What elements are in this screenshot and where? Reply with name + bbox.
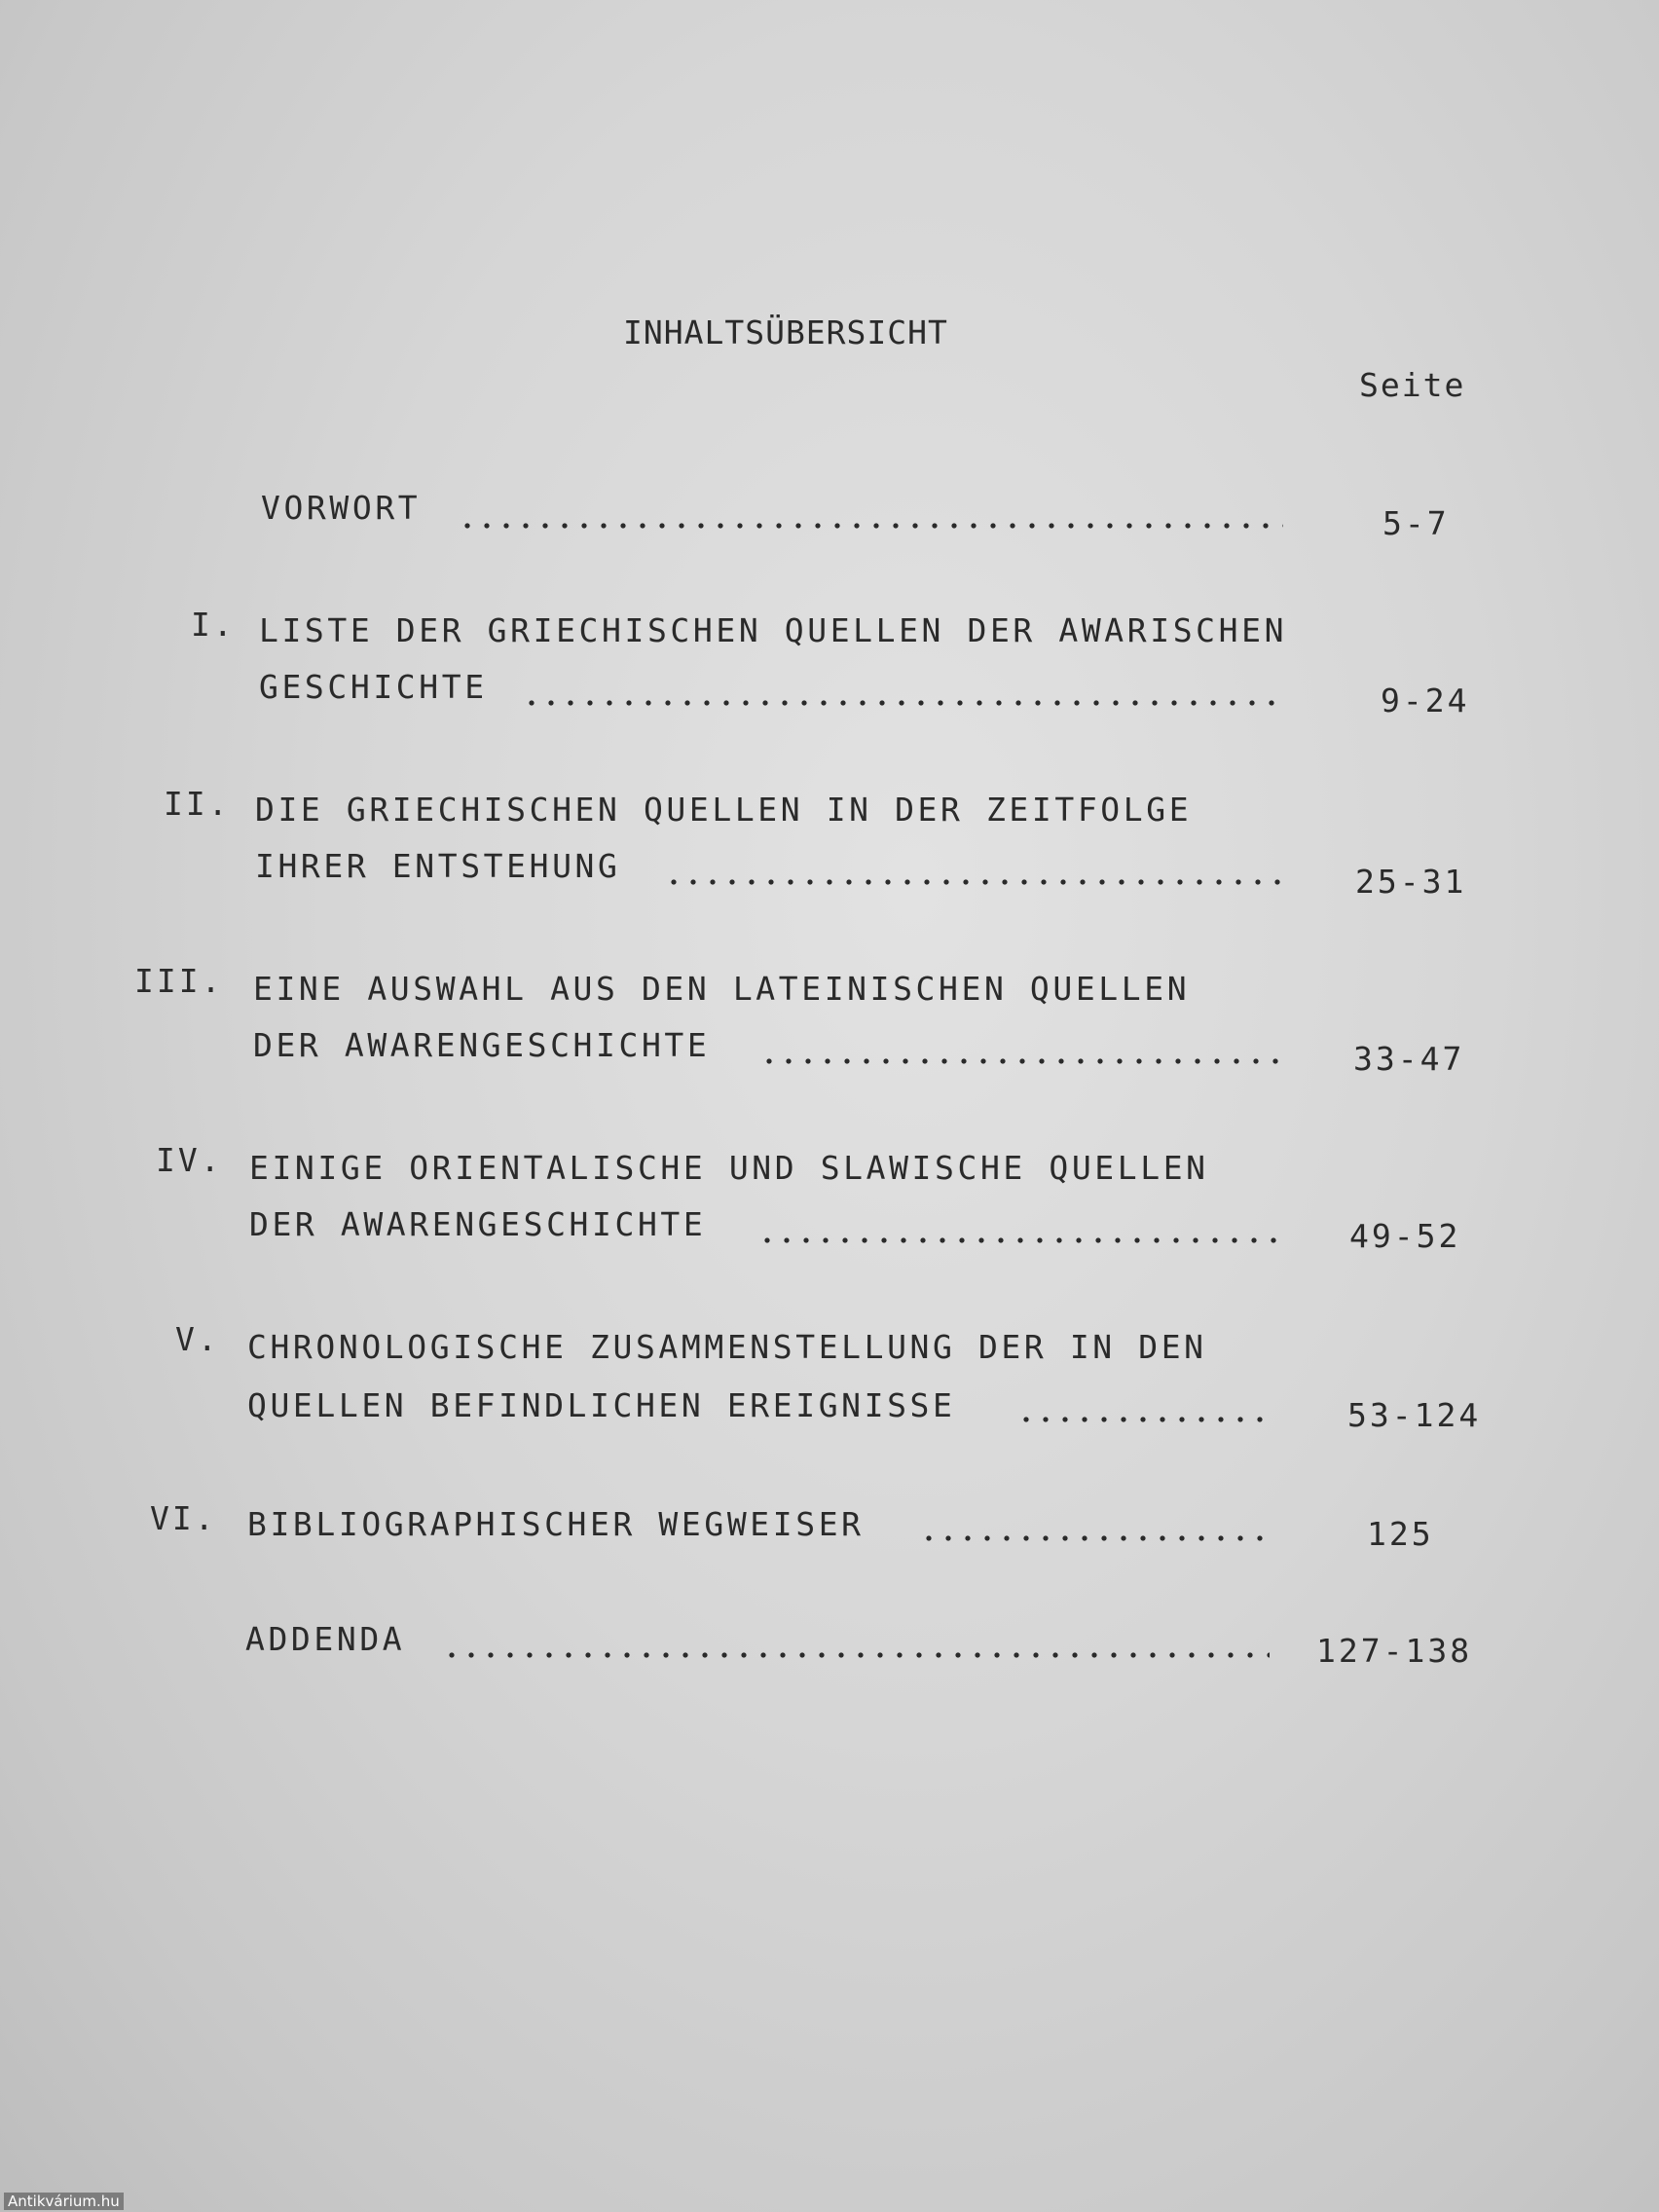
toc-entry-pages: 125: [1367, 1515, 1434, 1553]
leader-dots: [757, 1236, 1277, 1244]
toc-entry-title: EINE AUSWAHL AUS DEN LATEINISCHEN QUELLEN: [253, 970, 1191, 1008]
toc-entry-title: ADDENDA: [245, 1620, 406, 1658]
toc-entry-pages: 25-31: [1355, 863, 1467, 901]
leader-dots: [664, 878, 1281, 886]
toc-entry-title: CHRONOLOGISCHE ZUSAMMENSTELLUNG DER IN DEN: [247, 1328, 1207, 1366]
toc-entry-pages: 5-7: [1382, 504, 1450, 542]
toc-entry-title: DIE GRIECHISCHEN QUELLEN IN DER ZEITFOLGE: [255, 791, 1193, 829]
toc-entry-title-cont: GESCHICHTE: [259, 668, 488, 706]
toc-entry-title-cont: DER AWARENGESCHICHTE: [249, 1205, 707, 1243]
toc-entry-number: III.: [134, 962, 224, 1000]
toc-entry-number: I.: [191, 606, 236, 644]
toc-entry-pages: 53-124: [1347, 1396, 1482, 1434]
toc-entry-title: BIBLIOGRAPHISCHER WEGWEISER: [247, 1505, 865, 1543]
toc-entry-number: V.: [175, 1320, 220, 1358]
toc-entry-title-cont: QUELLEN BEFINDLICHEN EREIGNISSE: [247, 1386, 956, 1424]
toc-entry-title: LISTE DER GRIECHISCHEN QUELLEN DER AWARISCHEN: [259, 611, 1288, 649]
toc-entry-pages: 9-24: [1381, 682, 1470, 719]
toc-entry-title: VORWORT: [261, 489, 422, 527]
leader-dots: [1016, 1416, 1273, 1423]
leader-dots: [442, 1651, 1270, 1659]
toc-entry-pages: 49-52: [1349, 1217, 1461, 1255]
toc-entry-pages: 33-47: [1353, 1040, 1465, 1078]
toc-entry-pages: 127-138: [1316, 1632, 1473, 1670]
leader-dots: [458, 522, 1283, 530]
toc-entry-title: EINIGE ORIENTALISCHE UND SLAWISCHE QUELLEN: [249, 1149, 1209, 1187]
watermark-text: Antikvárium.hu: [4, 2193, 124, 2210]
toc-entry-number: II.: [164, 785, 231, 823]
toc-entry-number: IV.: [156, 1141, 223, 1179]
toc-entry-number: VI.: [150, 1499, 217, 1537]
leader-dots: [759, 1057, 1279, 1065]
page-title: INHALTSÜBERSICHT: [623, 313, 948, 351]
toc-entry-title-cont: DER AWARENGESCHICHTE: [253, 1026, 711, 1064]
page-column-header: Seite: [1359, 366, 1466, 404]
toc-entry-title-cont: IHRER ENTSTEHUNG: [255, 847, 621, 885]
leader-dots: [919, 1534, 1272, 1542]
leader-dots: [522, 699, 1283, 707]
